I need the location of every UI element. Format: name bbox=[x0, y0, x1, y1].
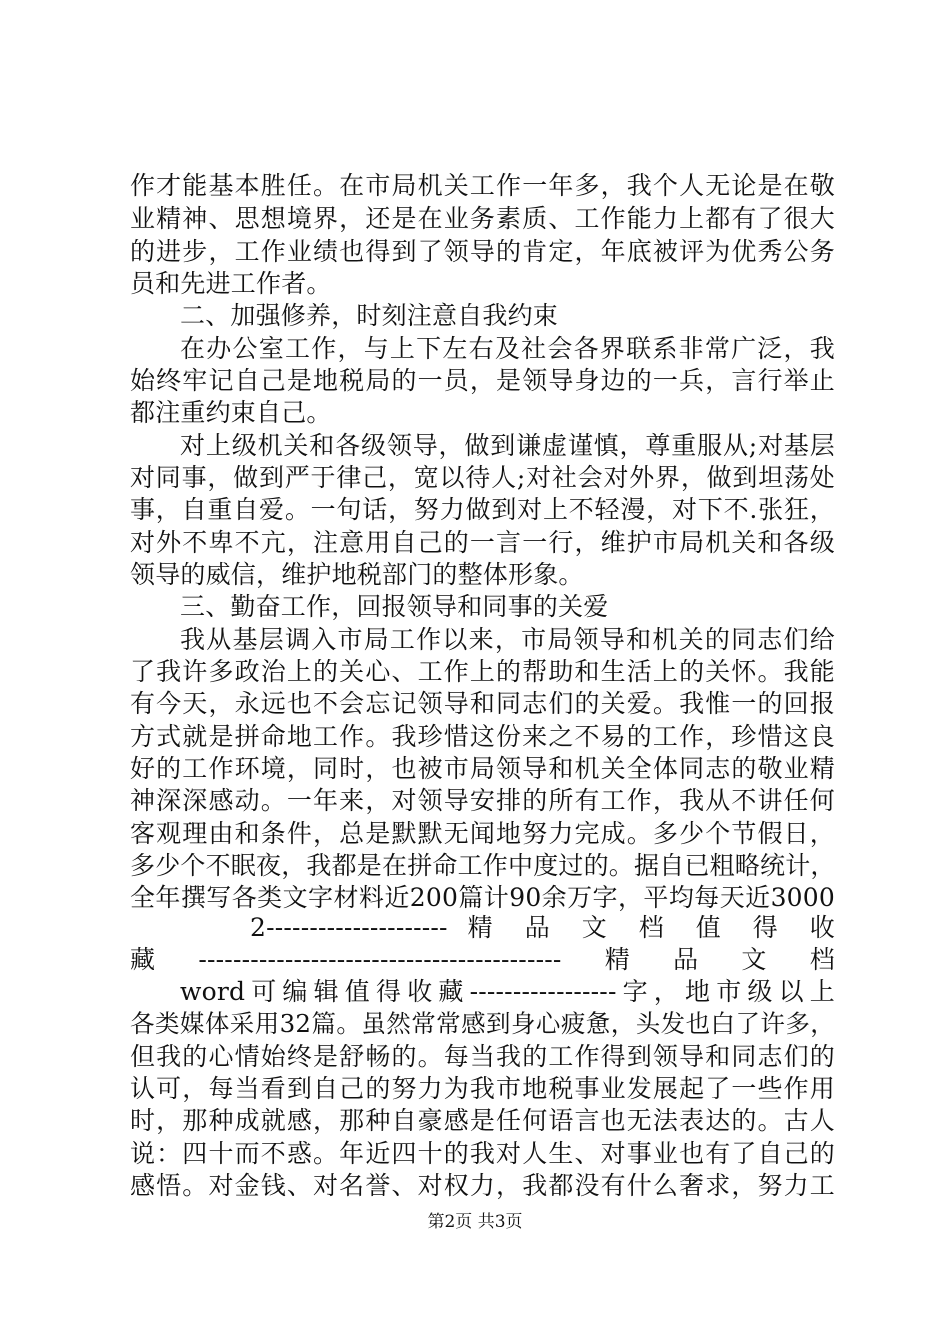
text-line: 员和先进工作者。 bbox=[130, 269, 332, 298]
text-line: 对上级机关和各级领导，做到谦虚谨慎，尊重服从;对基层 bbox=[180, 431, 835, 460]
text-line: 业精神、思想境界，还是在业务素质、工作能力上都有了很大 bbox=[130, 204, 835, 233]
text-line: 藏------------------------------------------精品文档 bbox=[130, 945, 835, 974]
text-line: 2--------------------- 精 品 文 档 值 得 收 bbox=[250, 913, 835, 942]
text-line: 始终牢记自己是地税局的一员，是领导身边的一兵，言行举止 bbox=[130, 366, 835, 395]
text-line: 了我许多政治上的关心、工作上的帮助和生活上的关怀。我能 bbox=[130, 657, 835, 686]
page-footer: 第2页 共3页 bbox=[427, 1212, 523, 1232]
text-line: 有今天，永远也不会忘记领导和同志们的关爱。我惟一的回报 bbox=[130, 689, 835, 718]
text-line: 说：四十而不惑。年近四十的我对人生、对事业也有了自己的 bbox=[130, 1139, 835, 1168]
text-line: 但我的心情始终是舒畅的。每当我的工作得到领导和同志们的 bbox=[130, 1042, 835, 1071]
text-line: 方式就是拼命地工作。我珍惜这份来之不易的工作，珍惜这良 bbox=[130, 722, 835, 751]
text-line: 神深深感动。一年来，对领导安排的所有工作，我从不讲任何 bbox=[130, 786, 835, 815]
text-line: 对同事，做到严于律己，宽以待人;对社会对外界，做到坦荡处 bbox=[130, 463, 835, 492]
text-line: 事，自重自爱。一句话，努力做到对上不轻漫，对下不.张狂， bbox=[130, 495, 835, 524]
text-line: 认可，每当看到自己的努力为我市地税事业发展起了一些作用 bbox=[130, 1074, 835, 1103]
text-line: 时，那种成就感，那种自豪感是任何语言也无法表达的。古人 bbox=[130, 1106, 835, 1135]
text-line: 作才能基本胜任。在市局机关工作一年多，我个人无论是在敬 bbox=[130, 171, 835, 200]
text-line: 在办公室工作，与上下左右及社会各界联系非常广泛，我 bbox=[180, 334, 835, 363]
text-line: 都注重约束自己。 bbox=[130, 398, 332, 427]
text-line: 全年撰写各类文字材料近200篇计90余万字，平均每天近3000 bbox=[130, 883, 835, 912]
text-line: 的进步，工作业绩也得到了领导的肯定，年底被评为优秀公务 bbox=[130, 237, 835, 266]
text-line: 对外不卑不亢，注意用自己的一言一行，维护市局机关和各级 bbox=[130, 528, 835, 557]
text-line: 我从基层调入市局工作以来，市局领导和机关的同志们给 bbox=[180, 625, 835, 654]
text-line: 领导的威信，维护地税部门的整体形象。 bbox=[130, 560, 584, 589]
text-line: 感悟。对金钱、对名誉、对权力，我都没有什么奢求，努力工 bbox=[130, 1171, 835, 1200]
text-line: 多少个不眠夜，我都是在拼命工作中度过的。据自已粗略统计， bbox=[130, 851, 836, 880]
text-line: 各类媒体采用32篇。虽然常常感到身心疲惫，头发也白了许多， bbox=[130, 1009, 835, 1038]
text-line: 二、加强修养，时刻注意自我约束 bbox=[180, 301, 559, 330]
text-line: 好的工作环境，同时，也被市局领导和机关全体同志的敬业精 bbox=[130, 754, 835, 783]
text-line: 三、勤奋工作，回报领导和同事的关爱 bbox=[180, 592, 609, 621]
text-line: word可编辑值得收藏-----------------字，地市级以上 bbox=[180, 977, 835, 1006]
text-line: 客观理由和条件，总是默默无闻地努力完成。多少个节假日， bbox=[130, 819, 835, 848]
